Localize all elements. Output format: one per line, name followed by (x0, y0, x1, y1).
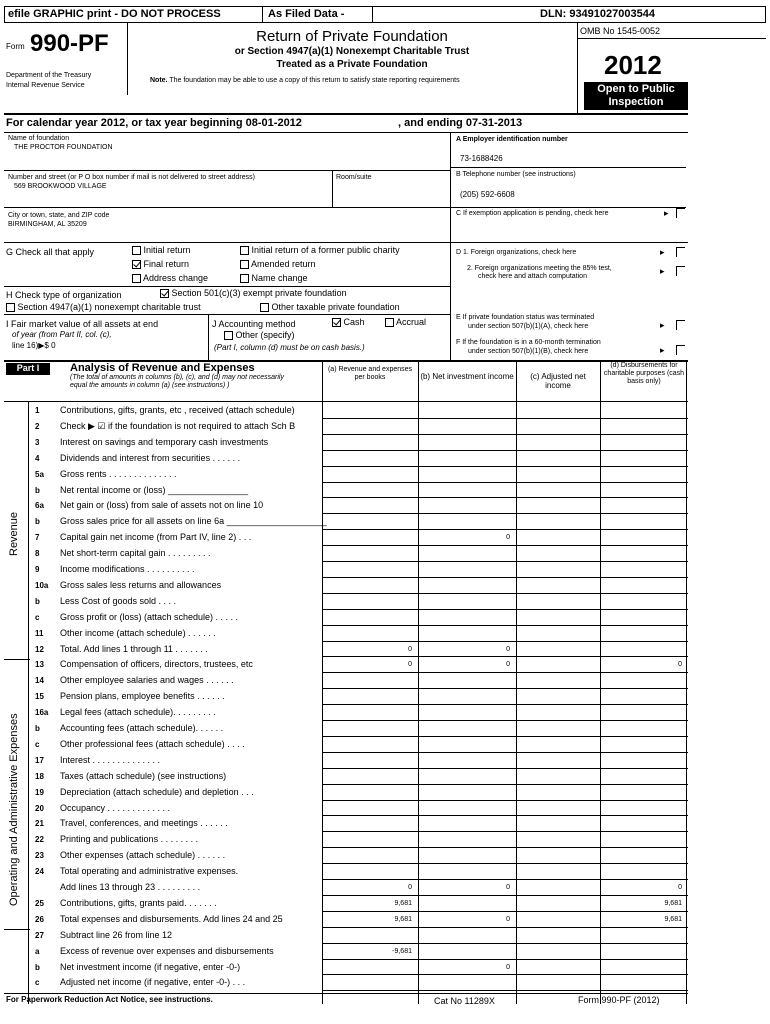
row-number: 14 (35, 676, 44, 686)
row-label: Accounting fees (attach schedule). . . . . . (60, 723, 224, 733)
j-note: (Part I, column (d) must be on cash basis.) (214, 343, 365, 352)
row-label: Net investment income (if negative, enter -0-) (60, 961, 241, 972)
row-number: 17 (35, 755, 44, 765)
row-label: Gross sales price for all assets on line 6a ____________________ (60, 516, 327, 527)
row-label: Other professional fees (attach schedule) . . . . (60, 738, 245, 749)
col-a-header: (a) Revenue and expenses per books (327, 366, 413, 381)
amended-return-checkbox[interactable] (240, 260, 249, 269)
cash-checkbox[interactable] (332, 318, 341, 327)
h-label: H Check type of organization (6, 290, 122, 300)
form-title: Return of Private Foundation (256, 28, 448, 45)
part1-tag: Part I (6, 363, 50, 375)
phone-label: B Telephone number (see instructions) (456, 171, 576, 178)
section-4947-checkbox[interactable] (6, 303, 15, 312)
part1-title-note: (The total of amounts in columns (b), (c), and (d) may not necessarily equal the amounts in column (a) (see instructions) ) (70, 374, 284, 389)
row-divider (322, 863, 688, 864)
row-cell-b: 0 (506, 661, 510, 669)
row-divider (322, 784, 688, 785)
row-label: Excess of revenue over expenses and disbursements (60, 945, 274, 956)
row-cell-b: 0 (506, 884, 510, 891)
g-address-change: Address change (132, 273, 208, 283)
j-accrual: Accrual (385, 317, 426, 327)
row-divider (322, 641, 688, 642)
row-divider (322, 990, 688, 991)
row-divider (322, 672, 688, 673)
row-label: Other expenses (attach schedule) . . . . . . (60, 850, 226, 861)
row-number: b (35, 517, 40, 527)
row-divider (322, 482, 688, 483)
row-cell-d: 9,681 (664, 915, 682, 923)
h-501c3: Section 501(c)(3) exempt private foundation (160, 288, 347, 298)
row-divider (322, 815, 688, 816)
row-number: b (35, 485, 40, 495)
row-label: Other income (attach schedule) . . . . . . (60, 627, 216, 638)
row-label: Net short-term capital gain . . . . . . . . . (60, 548, 211, 559)
street-value: 569 BROOKWOOD VILLAGE (14, 183, 107, 190)
row-number: 10a (35, 580, 49, 590)
row-number: b (35, 596, 40, 606)
row-divider (322, 911, 688, 912)
row-cell-d: 0 (678, 661, 682, 669)
row-number: 16a (35, 708, 49, 718)
row-divider (322, 831, 688, 832)
dln: DLN: 93491027003544 (540, 8, 655, 20)
note: Note. The foundation may be able to use a copy of this return to satisfy state reporting requirements (150, 77, 460, 84)
row-divider (322, 577, 688, 578)
row-cell-b: 0 (506, 963, 510, 971)
row-divider (322, 959, 688, 960)
row-label: Legal fees (attach schedule). . . . . . . . . (60, 707, 216, 718)
row-label: Gross rents . . . . . . . . . . . . . . (60, 468, 177, 479)
footer-cat-number: Cat No 11289X (434, 996, 495, 1006)
e-label-line2: under section 507(b)(1)(A), check here (468, 323, 589, 330)
row-label: Depreciation (attach schedule) and depletion . . . (60, 786, 254, 797)
row-label: Income modifications . . . . . . . . . . (60, 564, 195, 574)
row-divider (322, 545, 688, 546)
d2-checkbox[interactable] (676, 266, 685, 276)
row-cell-a: 0 (408, 884, 412, 891)
revenue-side-label: Revenue (8, 511, 20, 556)
row-label: Capital gain net income (from Part IV, line 2) . . . (60, 532, 252, 543)
section-501c3-checkbox[interactable] (160, 289, 169, 298)
row-number: 26 (35, 914, 44, 924)
row-number: 25 (35, 898, 44, 908)
row-label: Travel, conferences, and meetings . . . . . . (60, 818, 228, 829)
form-number: 990-PF (30, 30, 109, 57)
row-divider (322, 879, 688, 880)
row-label: Contributions, gifts, grants, etc , received (attach schedule) (60, 405, 295, 415)
g-name-change: Name change (240, 273, 308, 283)
col-c-header: (c) Adjusted net income (530, 372, 586, 390)
row-label: Interest . . . . . . . . . . . . . . (60, 754, 161, 765)
f-checkbox[interactable] (676, 345, 685, 355)
initial-former-checkbox[interactable] (240, 246, 249, 255)
row-number: 13 (35, 660, 44, 670)
row-label: Check ▶ ☑ if the foundation is not required to attach Sch B (60, 420, 296, 431)
row-label: Contributions, gifts, grants paid. . . . . . . (60, 897, 217, 908)
c-checkbox[interactable] (676, 208, 685, 218)
row-number: c (35, 739, 40, 749)
ein-label: A Employer identification number (456, 136, 568, 143)
e-label-line1: E If private foundation status was terminated (456, 314, 595, 321)
row-number: 4 (35, 453, 40, 463)
row-label: Interest on savings and temporary cash investments (60, 436, 269, 447)
row-divider (322, 752, 688, 753)
g-amended: Amended return (240, 259, 316, 269)
f-arrow-icon: ▸ (660, 345, 665, 355)
row-divider (322, 736, 688, 737)
row-label: Taxes (attach schedule) (see instructions) (60, 770, 227, 781)
row-label: Pension plans, employee benefits . . . . . . (60, 691, 225, 702)
row-label: Add lines 13 through 23 . . . . . . . . . (60, 882, 201, 892)
row-number: 12 (35, 644, 44, 654)
exemption-pending-label: C If exemption application is pending, check here (456, 210, 609, 217)
d1-arrow-icon: ▸ (660, 247, 665, 257)
row-label: Less Cost of goods sold . . . . (60, 595, 177, 606)
row-divider (322, 943, 688, 944)
row-divider (322, 800, 688, 801)
room-label: Room/suite (336, 174, 372, 181)
footer-form-label: Form 990-PF (2012) (578, 995, 660, 1005)
form-subtitle2: Treated as a Private Foundation (276, 59, 428, 70)
row-divider (322, 768, 688, 769)
g-final-return: Final return (132, 259, 189, 269)
i-label-line2: of year (from Part II, col. (c), (12, 330, 112, 339)
ein-value: 73-1688426 (460, 154, 503, 163)
row-divider (322, 847, 688, 848)
row-cell-d: 0 (678, 884, 682, 891)
row-number: 7 (35, 533, 40, 543)
fair-market-value: line 16)▶$ 0 (12, 341, 56, 350)
row-cell-b: 0 (506, 915, 510, 923)
row-label: Other employee salaries and wages . . . . . . (60, 675, 234, 686)
part1-title: Analysis of Revenue and Expenses (70, 362, 255, 374)
f-label-line1: F If the foundation is in a 60-month termination (456, 339, 601, 346)
i-label-line1: I Fair market value of all assets at end (6, 319, 159, 329)
row-number: 2 (35, 421, 40, 431)
j-label: J Accounting method (212, 319, 296, 329)
dept-line1: Department of the Treasury (6, 72, 92, 79)
row-divider (322, 418, 688, 419)
row-cell-b: 0 (506, 534, 510, 542)
tax-period-end: , and ending 07-31-2013 (398, 117, 523, 129)
e-arrow-icon: ▸ (660, 320, 665, 330)
other-taxable-checkbox[interactable] (260, 303, 269, 312)
phone-value: (205) 592-6608 (460, 190, 515, 199)
row-cell-d: 9,681 (664, 899, 682, 907)
d2-label-line2: check here and attach computation (478, 273, 587, 280)
row-label: Net rental income or (loss) ________________ (60, 484, 249, 495)
foundation-name: THE PROCTOR FOUNDATION (14, 144, 113, 151)
row-label: Total operating and administrative expenses. (60, 866, 239, 877)
footer-paperwork-notice: For Paperwork Reduction Act Notice, see instructions. (6, 995, 213, 1004)
row-cell-a: 9,681 (394, 915, 412, 923)
row-number: 15 (35, 692, 44, 702)
d2-label-line1: 2. Foreign organizations meeting the 85% test, (467, 265, 612, 272)
row-divider (322, 974, 688, 975)
row-label: Occupancy . . . . . . . . . . . . . (60, 802, 171, 813)
row-divider (322, 593, 688, 594)
row-divider (322, 450, 688, 451)
omb-number: OMB No 1545-0052 (580, 26, 661, 36)
row-number: 9 (35, 565, 40, 574)
c-arrow-icon: ▸ (664, 208, 669, 218)
row-divider (322, 609, 688, 610)
row-number: b (35, 962, 40, 972)
h-other: Other taxable private foundation (260, 302, 400, 312)
row-number: 5a (35, 469, 44, 479)
row-divider (322, 497, 688, 498)
g-initial-return: Initial return (132, 245, 191, 255)
row-divider (322, 704, 688, 705)
street-label: Number and street (or P O box number if mail is not delivered to street address) (8, 174, 255, 181)
form-subtitle1: or Section 4947(a)(1) Nonexempt Charitable Trust (234, 46, 470, 57)
g-label: G Check all that apply (6, 247, 95, 257)
efile-label: efile GRAPHIC print - DO NOT PROCESS (8, 8, 221, 20)
g-initial-former: Initial return of a former public charity (240, 245, 400, 255)
row-label: Compensation of officers, directors, trustees, etc (60, 659, 253, 670)
row-label: Net gain or (loss) from sale of assets not on line 10 (60, 500, 264, 511)
col-d-header: (d) Disbursements for charitable purposes (cash basis only) (603, 362, 685, 385)
name-change-checkbox[interactable] (240, 274, 249, 283)
row-divider (322, 656, 688, 657)
row-cell-a: 9,681 (394, 899, 412, 907)
col-b-header: (b) Net investment income (420, 372, 514, 381)
row-number: c (35, 978, 40, 988)
row-divider (322, 895, 688, 896)
row-number: 27 (35, 930, 44, 940)
row-number: 24 (35, 867, 44, 877)
row-number: 21 (35, 819, 44, 829)
row-divider (322, 434, 688, 435)
row-number: c (35, 612, 40, 622)
row-number: 11 (35, 628, 44, 638)
row-divider (322, 720, 688, 721)
row-divider (322, 688, 688, 689)
row-divider (322, 561, 688, 562)
form-prefix: Form (6, 42, 25, 51)
final-return-checkbox[interactable] (132, 260, 141, 269)
j-other: Other (specify) (224, 330, 295, 340)
address-change-checkbox[interactable] (132, 274, 141, 283)
row-label: Gross sales less returns and allowances (60, 579, 222, 590)
row-cell-a: 0 (408, 645, 412, 653)
row-number: 22 (35, 835, 44, 845)
open-line2: Inspection (608, 96, 664, 108)
d1-label: D 1. Foreign organizations, check here (456, 249, 577, 256)
row-number: 18 (35, 771, 44, 781)
row-cell-b: 0 (506, 645, 510, 653)
city-label: City or town, state, and ZIP code (8, 212, 110, 219)
j-cash: Cash (332, 317, 365, 327)
other-method-checkbox[interactable] (224, 331, 233, 340)
row-label: Dividends and interest from securities . . . . . . (60, 452, 241, 463)
row-label: Total. Add lines 1 through 11 . . . . . . . (60, 643, 208, 654)
row-number: 1 (35, 406, 40, 415)
open-line1: Open to Public (597, 83, 675, 95)
d2-arrow-icon: ▸ (660, 266, 665, 276)
row-label: Printing and publications . . . . . . . . (60, 834, 199, 845)
row-divider (322, 513, 688, 514)
row-number: 3 (35, 437, 40, 447)
name-label: Name of foundation (8, 135, 70, 142)
f-label-line2: under section 507(b)(1)(B), check here (468, 348, 589, 355)
row-cell-a: 0 (408, 661, 412, 669)
initial-return-checkbox[interactable] (132, 246, 141, 255)
e-checkbox[interactable] (676, 320, 685, 330)
row-divider (322, 529, 688, 530)
row-number: 23 (35, 851, 44, 861)
as-filed-label: As Filed Data - (268, 8, 345, 20)
row-cell-a: -9,681 (392, 947, 412, 955)
row-number: b (35, 724, 40, 733)
row-number: 6a (35, 501, 44, 511)
tax-year: 2012 (604, 50, 662, 80)
row-divider (322, 466, 688, 467)
d1-checkbox[interactable] (676, 247, 685, 257)
row-label: Adjusted net income (if negative, enter -0-) . . . (60, 977, 246, 988)
city-value: BIRMINGHAM, AL 35209 (8, 221, 87, 228)
row-number: 19 (35, 787, 44, 797)
tax-period-start: For calendar year 2012, or tax year beginning 08-01-2012 (6, 117, 302, 129)
dept-line2: Internal Revenue Service (6, 82, 85, 89)
h-4947: Section 4947(a)(1) nonexempt charitable trust (6, 302, 201, 312)
row-divider (322, 927, 688, 928)
accrual-checkbox[interactable] (385, 318, 394, 327)
row-number: 20 (35, 803, 44, 813)
row-label: Subtract line 26 from line 12 (60, 929, 173, 940)
row-divider (322, 625, 688, 626)
row-number: a (35, 946, 40, 956)
row-label: Gross profit or (loss) (attach schedule) . . . . . (60, 611, 239, 622)
row-number: 8 (35, 549, 40, 559)
expenses-side-label: Operating and Administrative Expenses (8, 713, 20, 906)
row-label: Total expenses and disbursements. Add lines 24 and 25 (60, 913, 283, 924)
